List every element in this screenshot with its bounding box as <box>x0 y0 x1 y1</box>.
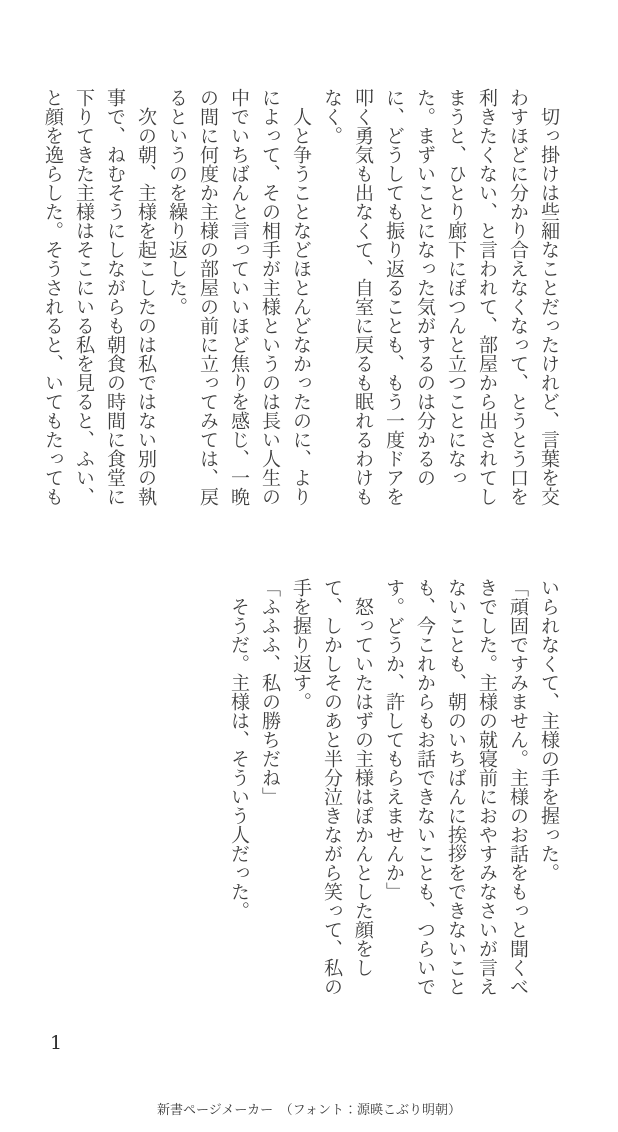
page-number: 1 <box>50 1032 63 1054</box>
paragraph: 切っ掛けは些細なことだったけれど、言葉を交わすほどに分かり合えなくなって、とうとう口を利きたくない、と言われて、部屋から出されてしまうと、ひとり廊下にぽつんと立つことになった。まずいことになった気がするのは分かるのに、どうしても振り返ることも、もう一度ドアを叩く勇気も出なくて、自室に戻るも眠れるわけもなく。 <box>321 88 560 506</box>
footer-credit: 新書ページメーカー （フォント：源暎こぶり明朝） <box>157 1103 461 1118</box>
paragraph: 人と争うことなどほとんどなかったのに、よりによって、その相手が主様というのは長い人生の中でいちばんと言っていいほど焦りを感じ、一晩の間に何度か主様の部屋の前に立ってみては、戻るというのを繰り返した。 <box>166 88 312 506</box>
paragraph: そうだ。主様は、そういう人だった。 <box>228 578 250 920</box>
text-band-bottom <box>223 578 564 999</box>
paragraph: 怒っていたはずの主様はぽかんとした顔をして、しかしそのあと半分泣きながら笑って、私の手を握り返す。 <box>290 578 374 996</box>
paragraph: 「頑固ですみません。主様のお話をもっと聞くべきでした。主様の就寝前におやすみなさいが言えないことも、朝のいちばんに挨拶をできないことも、今これからもお話できないことも、つらいです。どうか、許してもらえませんか」 <box>383 578 529 996</box>
paragraph: 「ふふふ、私の勝ちだね」 <box>259 578 281 806</box>
paragraph: 次の朝、主様を起こしたのは私ではない別の執事で、ねむそうにしながらも朝食の時間に食堂に下りてきた主様はそこにいる私を見ると、ふい、と顔を逸らした。そうされると、いてもたっても <box>42 88 157 506</box>
paragraph: いられなくて、主様の手を握った。 <box>538 578 560 882</box>
text-band-top <box>37 88 564 509</box>
